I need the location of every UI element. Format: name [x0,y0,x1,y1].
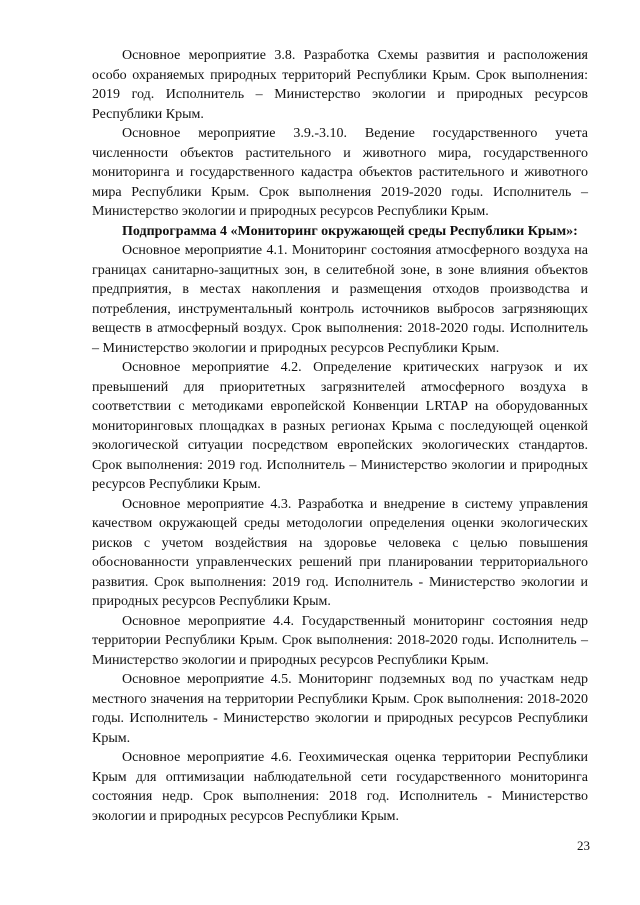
paragraph-3-8: Основное мероприятие 3.8. Разработка Схемы развития и расположения особо охраняемых природных территорий Республики Крым. Срок выполнения: 2019 год. Исполнитель – Министерство экологии и природных ресурсов Республики Крым. [92,48,588,122]
subprogram-heading: Подпрограмма 4 «Мониторинг окружающей среды Республики Крым»: [122,223,578,239]
paragraph-4-2: Основное мероприятие 4.2. Определение критических нагрузок и их превышений для приоритетных загрязнителей атмосферного воздуха в соответствии с методиками европейской Конвенции LRTAP на оборудованных мониторинговых площадках в разных регионах Крыма с последующей оценкой экологической ситуации посредством европейских экологических стандартов. Срок выполнения: 2019 год. Исполнитель – Министерство экологии и природных ресурсов Республики Крым. [92,360,588,492]
paragraph-4-1: Основное мероприятие 4.1. Мониторинг состояния атмосферного воздуха на границах санитарно-защитных зон, в селитебной зоне, в зоне влияния объектов предприятия, в местах накопления и размещения отходов производства и потребления, инструментальный контроль источников выбросов загрязняющих веществ в атмосферный воздух. Срок выполнения: 2018-2020 годы. Исполнитель – Министерство экологии и природных ресурсов Республики Крым. [92,243,588,356]
paragraph-4-5: Основное мероприятие 4.5. Мониторинг подземных вод по участкам недр местного значения на территории Республики Крым. Срок выполнения: 2018-2020 годы. Исполнитель - Министерство экологии и природных ресурсов Республики Крым. [92,672,588,746]
document-body [92,46,588,826]
paragraph-3-9-3-10: Основное мероприятие 3.9.-3.10. Ведение государственного учета численности объектов растительного и животного мира, государственного мониторинга и государственного кадастра объектов растительного и животного мира Республики Крым. Срок выполнения 2019-2020 годы. Исполнитель – Министерство экологии и природных ресурсов Республики Крым. [92,126,588,219]
paragraph-4-4: Основное мероприятие 4.4. Государственный мониторинг состояния недр территории Республики Крым. Срок выполнения: 2018-2020 годы. Исполнитель – Министерство экологии и природных ресурсов Республики Крым. [92,613,588,668]
page-number: 23 [577,838,590,853]
paragraph-4-3: Основное мероприятие 4.3. Разработка и внедрение в систему управления качеством окружающей среды методологии определения оценки экологических рисков с учетом воздействия на здоровье человека с целью повышения обоснованности управленческих решений при планировании территориального развития. Срок выполнения: 2019 год. Исполнитель - Министерство экологии и природных ресурсов Республики Крым. [92,496,588,609]
paragraph-4-6: Основное мероприятие 4.6. Геохимическая оценка территории Республики Крым для оптимизации наблюдательной сети государственного мониторинга состояния недр. Срок выполнения: 2018 год. Исполнитель - Министерство экологии и природных ресурсов Республики Крым. [92,750,588,824]
